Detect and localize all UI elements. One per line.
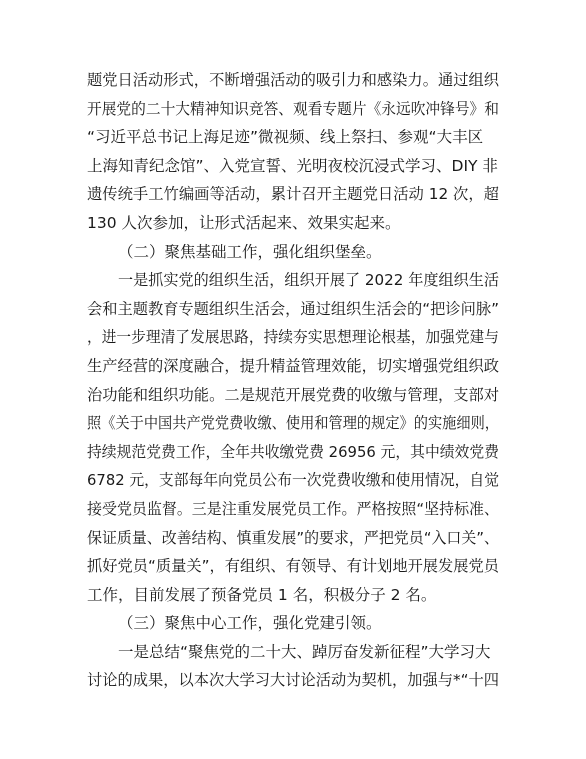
body-text (87, 66, 499, 695)
text-line: “习近平总书记上海足迹”微视频、线上祭扫、参观“大丰区 (87, 128, 484, 147)
text-line: 开展党的二十大精神知识竞答、观看专题片《永远吹冲锋号》和 (87, 99, 499, 118)
text-line: 一是总结“聚焦党的二十大、踔厉奋发新征程”大学习大 (118, 642, 491, 661)
text-line: 抓好党员“质量关”，有组织、有领导、有计划地开展发展党员 (87, 557, 499, 576)
text-line: 上海知青纪念馆”、入党宣誓、光明夜校沉浸式学习、DIY 非 (87, 156, 498, 175)
text-line: 会和主题教育专题组织生活会，通过组织生活会的“把诊问脉” (87, 299, 499, 318)
text-line: （三）聚焦中心工作，强化党建引领。 (118, 614, 382, 633)
text-line: 题党日活动形式，不断增强活动的吸引力和感染力。通过组织 (87, 71, 499, 89)
text-line: 工作，目前发展了预备党员 1 名，积极分子 2 名。 (87, 585, 437, 604)
text-line: 130 人次参加，让形式活起来、效果实起来。 (87, 213, 401, 232)
text-line: ，进一步理清了发展思路，持续夯实思想理论根基，加强党建与 (87, 328, 499, 347)
text-line: （二）聚焦基础工作，强化组织堡垒。 (118, 242, 382, 261)
text-line: 保证质量、改善结构、慎重发展”的要求，严把党员“入口关”、 (87, 528, 499, 547)
text-line: 生产经营的深度融合，提升精益管理效能，切实增强党组织政 (87, 356, 499, 375)
text-line: 讨论的成果，以本次大学习大讨论活动为契机，加强与*“十四 (87, 671, 499, 690)
text-line: 照《关于中国共产党党费收缴、使用和管理的规定》的实施细则， (87, 414, 499, 433)
text-line: 一是抓实党的组织生活，组织开展了 2022 年度组织生活 (118, 271, 499, 290)
text-line: 治功能和组织功能。二是规范开展党费的收缴与管理，支部对 (87, 385, 499, 404)
text-line: 6782 元，支部每年向党员公布一次党费收缴和使用情况，自觉 (87, 471, 499, 490)
text-line: 遗传统手工竹编画等活动，累计召开主题党日活动 12 次，超 (87, 185, 499, 204)
text-line: 持续规范党费工作，全年共收缴党费 26956 元，其中绩效党费 (87, 442, 499, 461)
text-line: 接受党员监督。三是注重发展党员工作。严格按照“坚持标准、 (87, 499, 499, 518)
